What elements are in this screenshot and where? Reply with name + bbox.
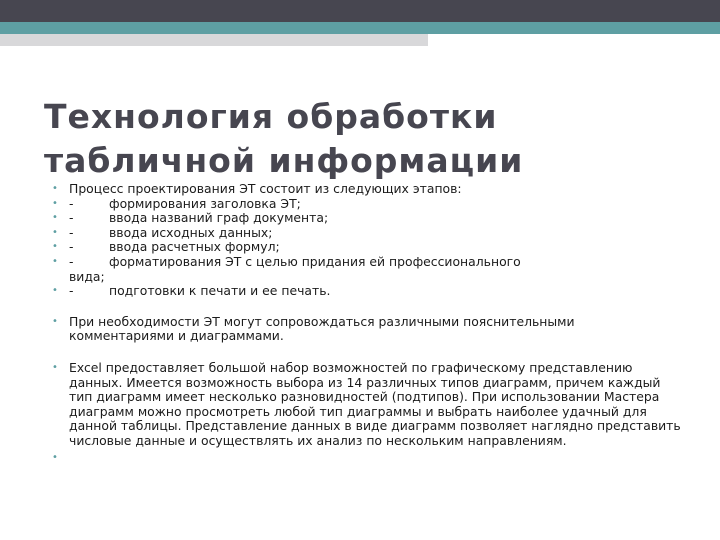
list-item [52, 315, 682, 344]
bullet-icon: • [52, 212, 58, 224]
bullet-icon: • [52, 226, 58, 238]
list-item [52, 284, 682, 299]
list-item-text: ввода исходных данных; [109, 224, 273, 240]
list-item-text: ввода названий граф документа; [109, 210, 329, 226]
list-item-text: При необходимости ЭТ могут сопровождаться различными пояснительными комментариями и диаграммами. [69, 313, 575, 344]
list-item [52, 240, 682, 255]
list-item [52, 255, 682, 284]
bullet-icon: • [52, 241, 58, 253]
list-item-text: ввода расчетных формул; [109, 239, 280, 255]
list-item-text [69, 450, 73, 465]
list-item-dash: - [69, 253, 74, 269]
list-item-text: подготовки к печати и ее печать. [109, 283, 331, 299]
list-item-dash: - [69, 210, 74, 226]
bullet-icon: • [52, 451, 58, 463]
bullet-icon: • [52, 315, 58, 327]
bullet-icon: • [52, 285, 58, 297]
slide-content-list [52, 182, 682, 465]
list-item [52, 361, 682, 449]
accent-stripe [0, 22, 720, 34]
list-item-continuation: вида; [69, 268, 105, 284]
bullet-icon: • [52, 255, 58, 267]
header-bar [0, 0, 720, 22]
list-item [52, 197, 682, 212]
list-item-dash: - [69, 195, 74, 211]
list-item-text: Процесс проектирования ЭТ состоит из следующих этапов: [69, 181, 462, 196]
bullet-icon: • [52, 183, 58, 194]
bullet-icon: • [52, 197, 58, 209]
slide-title [44, 95, 684, 183]
list-item [52, 226, 682, 241]
list-item-dash: - [69, 283, 74, 299]
slide-title-line-1: Технология обработки [44, 97, 498, 136]
list-item [52, 211, 682, 226]
list-item-text: формирования заголовка ЭТ; [109, 195, 301, 211]
bullet-icon: • [52, 361, 58, 373]
list-item-text: Excel предоставляет большой набор возможностей по графическому представлению данных. Имеется возможность выбора из 14 различных типов диаграмм, причем каждый тип диаграмм имеет несколько разновидностей (подтипов). При использовании Мастера диаграмм можно просмотреть любой тип диаграммы и выбрать наиболее удачный для данной таблицы. Представление данных в виде диаграмм позволяет наглядно представить числовые данные и осуществлять их анализ по нескольким направлениям. [69, 359, 681, 448]
list-item-text: форматирования ЭТ с целью придания ей профессионального [109, 253, 521, 269]
slide-title-line-2: табличной информации [44, 141, 524, 180]
list-item-dash: - [69, 224, 74, 240]
list-item [52, 451, 682, 466]
decorative-band [0, 34, 428, 46]
list-item [52, 182, 682, 197]
list-item-dash: - [69, 239, 74, 255]
